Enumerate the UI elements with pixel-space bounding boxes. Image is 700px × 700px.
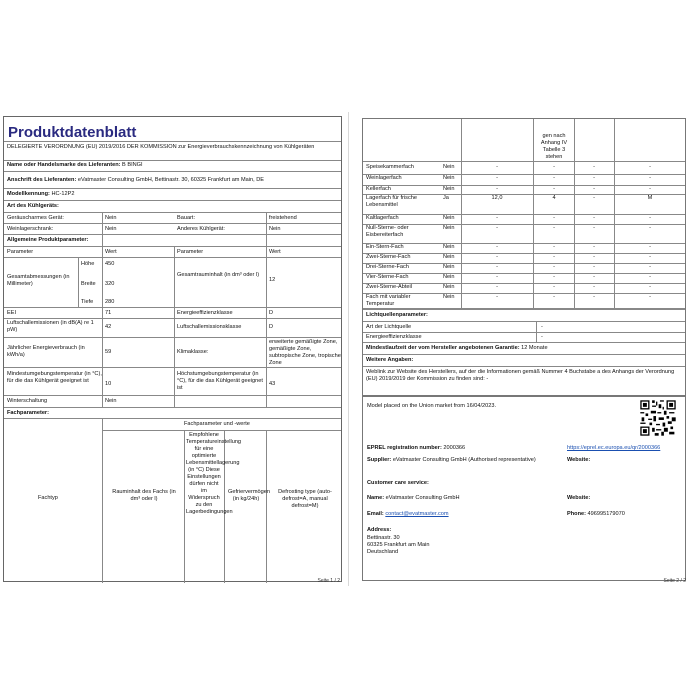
compartment-temp: -	[553, 225, 555, 231]
page-1-frame	[3, 116, 342, 582]
supplier-website-label: Website:	[567, 457, 591, 463]
compartment-temp: -	[553, 215, 555, 221]
care-phone-label: Phone:	[567, 511, 586, 517]
compartment-present: Nein	[443, 175, 455, 181]
compartment-freeze: -	[593, 254, 595, 260]
compartment-present: Ja	[443, 195, 449, 201]
compartment-defrost: M	[647, 195, 653, 201]
compartment-volume: -	[496, 175, 498, 181]
compartment-present: Nein	[443, 284, 455, 290]
warranty-label: Mindestlaufzeit der vom Hersteller angebotenen Garantie:	[366, 345, 520, 351]
weblink-value: -	[486, 376, 489, 382]
light-class-label: Energieeffizienzklasse	[366, 334, 422, 340]
address-line-2: 60325 Frankfurt am Main	[367, 542, 430, 548]
more-header: Weitere Angaben:	[366, 357, 414, 363]
compartment-freeze: -	[593, 294, 595, 300]
compartment-defrost: -	[649, 225, 651, 231]
compartment-volume: 12,0	[491, 195, 503, 201]
param-col-2: Wert	[105, 249, 117, 255]
compartment-freeze: -	[593, 284, 595, 290]
param-col-1: Parameter	[7, 249, 34, 255]
compartment-present: Nein	[443, 254, 455, 260]
compartment-present: Nein	[443, 244, 455, 250]
volume-value: 12	[269, 277, 276, 283]
compartment-name: Zwei-Sterne-Fach	[366, 254, 411, 260]
compartment-name: Kellerfach	[366, 186, 391, 192]
energy-class-value: D	[269, 310, 274, 316]
annual-energy-value: 59	[105, 349, 112, 355]
dims-height-label: Höhe	[81, 261, 95, 267]
fach-col-type: Fachtyp	[38, 495, 58, 501]
compartment-freeze: -	[593, 175, 595, 181]
noise-class-value: D	[269, 324, 274, 330]
compartment-name: Ein-Stern-Fach	[366, 244, 404, 250]
supplier-label: Supplier:	[367, 457, 392, 463]
page-1	[0, 112, 349, 586]
compartment-freeze: -	[593, 186, 595, 192]
type-row-2-label-2: Anderes Kühlgerät:	[177, 226, 225, 232]
compartment-temp: -	[553, 264, 555, 270]
compartment-defrost: -	[649, 244, 651, 250]
dims-width-value: 320	[105, 281, 115, 287]
compartment-defrost: -	[649, 274, 651, 280]
type-row-1-value-2: freistehend	[269, 215, 297, 221]
winter-label: Winterschaltung	[7, 398, 48, 404]
noise-label: Luftschallemissionen (in dB(A) re 1 pW)	[7, 320, 94, 333]
care-phone-value: 496995179070	[587, 511, 625, 517]
page-number-1: Seite 1 / 2	[317, 578, 340, 584]
type-row-2-label: Weinlagerschrank:	[7, 226, 54, 232]
compartment-volume: -	[496, 164, 498, 170]
compartment-temp: -	[553, 244, 555, 250]
compartment-freeze: -	[593, 215, 595, 221]
compartment-freeze: -	[593, 195, 595, 201]
regulation-text: DELEGIERTE VERORDNUNG (EU) 2019/2016 DER KOMMISSION zur Energieverbrauchskennzeichnung von Kühlgeräten	[7, 144, 315, 150]
compartment-temp: 4	[552, 195, 556, 201]
compartment-volume: -	[496, 244, 498, 250]
qr-code-icon	[639, 399, 677, 437]
fach-col-freeze: Gefriervermögen (in kg/24h)	[228, 489, 270, 502]
compartment-volume: -	[496, 294, 498, 300]
light-type-label: Art der Lichtquelle	[366, 324, 412, 330]
eprel-info-box	[362, 396, 686, 581]
light-class-value: -	[541, 334, 543, 340]
compartment-volume: -	[496, 215, 498, 221]
max-temp-label: Höchstumgebungstemperatur (in °C), für die das Kühlgerät geeignet ist	[177, 371, 263, 391]
model-label: Modellkennung:	[7, 191, 50, 197]
compartment-name: Lagerfach für frische Lebensmittel	[366, 195, 417, 208]
compartment-freeze: -	[593, 164, 595, 170]
min-temp-value: 10	[105, 381, 112, 387]
address-line-3: Deutschland	[367, 549, 399, 555]
dims-height-value: 450	[105, 261, 115, 267]
compartment-temp: -	[553, 175, 555, 181]
supplier-address-value: eVatmaster Consulting GmbH, Bettinastr. 30, 60325 Frankfurt am Main, DE	[77, 177, 265, 183]
care-email-label: Email:	[367, 511, 384, 517]
type-row-2-value-2: Nein	[269, 226, 281, 232]
dims-width-label: Breite	[81, 281, 96, 287]
compartment-temp: -	[553, 274, 555, 280]
compartment-name: Fach mit variabler Temperatur	[366, 294, 411, 307]
compartment-defrost: -	[649, 215, 651, 221]
fach-col-volume: Rauminhalt des Fachs (in dm³ oder l)	[112, 489, 176, 502]
page-number-2: Seite 2 / 2	[663, 578, 686, 584]
type-row-1-label: Geräuscharmes Gerät:	[7, 215, 64, 221]
compartment-table-continued	[362, 118, 686, 396]
compartment-volume: -	[496, 186, 498, 192]
compartment-volume: -	[496, 284, 498, 290]
compartment-freeze: -	[593, 244, 595, 250]
care-name-label: Name:	[367, 495, 385, 501]
noise-class-label: Luftschallemissionsklasse	[177, 324, 242, 330]
climate-class-value: erweiterte gemäßigte Zone, gemäßigte Zone, subtropische Zone, tropische Zone	[269, 339, 341, 366]
compartment-freeze: -	[593, 274, 595, 280]
winter-value: Nein	[105, 398, 117, 404]
compartment-temp: -	[553, 186, 555, 192]
compartment-volume: -	[496, 264, 498, 270]
placed-on-market: Model placed on the Union market from 16/04/2023.	[367, 403, 497, 409]
dims-label: Gesamtabmessungen (in Millimeter)	[7, 274, 70, 287]
min-temp-label: Mindestumgebungstemperatur (in °C), für die das Kühlgerät geeignet ist	[7, 371, 102, 384]
light-type-value: -	[541, 324, 543, 330]
compartment-volume: -	[496, 274, 498, 280]
compartment-defrost: -	[649, 264, 651, 270]
compartment-present: Nein	[443, 225, 455, 231]
care-website-label: Website:	[567, 495, 591, 501]
compartment-volume: -	[496, 225, 498, 231]
compartment-present: Nein	[443, 164, 455, 170]
compartment-present: Nein	[443, 294, 455, 300]
compartment-name: Zwei-Sterne-Abteil	[366, 284, 413, 290]
type-row-1-value: Nein	[105, 215, 117, 221]
page-2	[351, 112, 700, 586]
compartment-defrost: -	[649, 254, 651, 260]
weblink-text: Weblink zur Website des Herstellers, auf der die Informationen gemäß Nummer 4 Buchstabe a des Anhangs der Verordnung (EU) 2019/2019 der Kommission zu finden sind:	[366, 369, 675, 382]
supplier-address-label: Anschrift des Lieferanten:	[7, 177, 77, 183]
param-col-4: Wert	[269, 249, 281, 255]
compartment-defrost: -	[649, 284, 651, 290]
fach-col-temp: Empfohlene Temperatureinstellung für eine optimierte Lebensmittellagerung (in °C) Diese Einstellungen dürfen nicht im Widerspruch zu den Lagerbedingungen	[186, 432, 242, 515]
compartment-present: Nein	[443, 215, 455, 221]
supplier-value: eVatmaster Consulting GmbH (Authorised representative)	[392, 457, 536, 463]
temp-col-continuation: gen nach Anhang IV Tabelle 3 stehen	[540, 133, 568, 160]
eprel-label: EPREL registration number:	[367, 445, 442, 451]
climate-class-label: Klimaklasse:	[177, 349, 209, 355]
type-header: Art des Kühlgeräts:	[7, 203, 59, 209]
care-name-value: eVatmaster Consulting GmbH	[385, 495, 460, 501]
eprel-number: 2000366	[443, 445, 466, 451]
compartment-name: Kaltlagerfach	[366, 215, 399, 221]
compartment-temp: -	[553, 254, 555, 260]
light-header: Lichtquellenparameter:	[366, 312, 428, 318]
supplier-name-label: Name oder Handelsmarke des Lieferanten:	[7, 162, 121, 168]
compartment-defrost: -	[649, 186, 651, 192]
supplier-name-value: B BINGI	[122, 162, 143, 168]
compartment-temp: -	[553, 164, 555, 170]
compartment-name: Drei-Sterne-Fach	[366, 264, 409, 270]
compartment-name: Vier-Sterne-Fach	[366, 274, 409, 280]
compartment-freeze: -	[593, 225, 595, 231]
compartment-present: Nein	[443, 274, 455, 280]
volume-label: Gesamtrauminhalt (in dm³ oder l)	[177, 272, 260, 278]
compartment-volume: -	[496, 254, 498, 260]
compartment-name: Weinlagerfach	[366, 175, 402, 181]
compartment-defrost: -	[649, 175, 651, 181]
model-value: HC-12P2	[51, 191, 75, 197]
compartment-temp: -	[553, 294, 555, 300]
warranty-value: 12 Monate	[521, 345, 548, 351]
annual-energy-label: Jährlicher Energieverbrauch (in kWh/a)	[7, 345, 85, 358]
dims-depth-label: Tiefe	[81, 299, 94, 305]
compartment-name: Null-Sterne- oder Eisbereiterfach	[366, 225, 409, 238]
compartment-defrost: -	[649, 294, 651, 300]
noise-value: 42	[105, 324, 112, 330]
general-header: Allgemeine Produktparameter:	[7, 237, 89, 243]
compartment-temp: -	[553, 284, 555, 290]
energy-class-label: Energieeffizienzklasse	[177, 310, 233, 316]
compartment-freeze: -	[593, 264, 595, 270]
customer-care-header: Customer care service:	[367, 480, 429, 486]
fach-col-defrost: Defrosting type (auto-defrost=A, manual defrost=M)	[278, 489, 332, 509]
page-title: Produktdatenblatt	[8, 124, 137, 141]
fach-header: Fachparameter:	[7, 410, 49, 416]
param-col-3: Parameter	[177, 249, 204, 255]
type-row-1-label-2: Bauart:	[177, 215, 196, 221]
dims-depth-value: 280	[105, 299, 115, 305]
compartment-defrost: -	[649, 164, 651, 170]
eei-value: 71	[105, 310, 112, 316]
compartment-name: Speisekammerfach	[366, 164, 414, 170]
fach-group-label: Fachparameter und -werte	[184, 421, 250, 427]
type-row-2-value: Nein	[105, 226, 117, 232]
eprel-link[interactable]: https://eprel.ec.europa.eu/qr/2000366	[567, 445, 661, 451]
max-temp-value: 43	[269, 381, 276, 387]
compartment-present: Nein	[443, 186, 455, 192]
compartment-present: Nein	[443, 264, 455, 270]
address-label: Address:	[367, 527, 392, 533]
care-email-link[interactable]: contact@evatmaster.com	[385, 511, 449, 517]
address-line-1: Bettinastr. 30	[367, 535, 400, 541]
eei-label: EEI	[7, 310, 17, 316]
